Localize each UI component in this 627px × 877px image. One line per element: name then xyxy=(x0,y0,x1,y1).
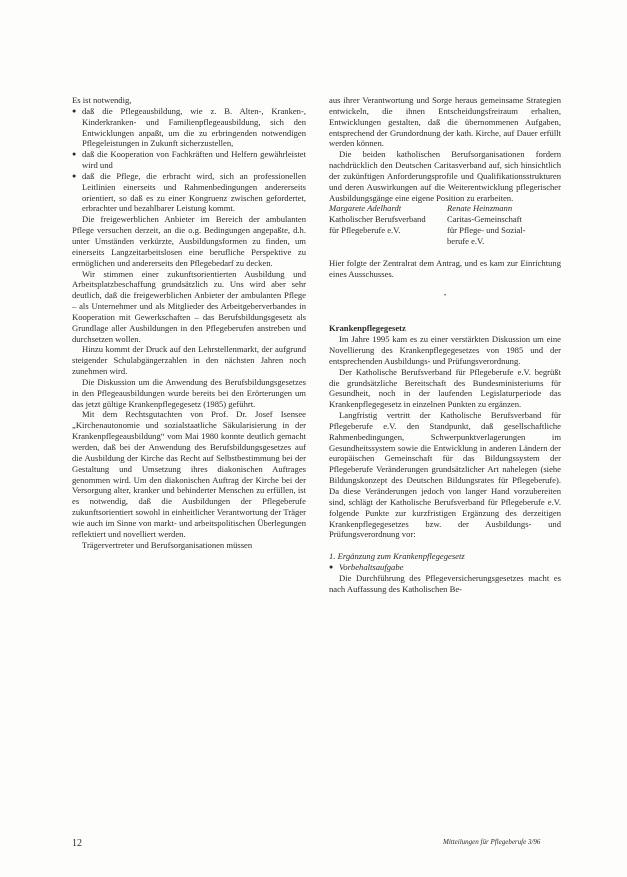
signature-org-line xyxy=(329,225,561,236)
paragraph: Langfristig vertritt der Katholische Berufsverband für Pflegeberufe e.V. den Standpunkt, daß gesellschaftliche Rahmenbedingungen, Schwerpunktverlagerungen im Gesundheitssystem sowie die Entwicklung in anderen Ländern der europäischen Gemeinschaft für das Bildungssystem der Pflegeberufe Veränderungen grundsätzlicher Art nahelegen (siehe Bildungskonzept des Deutschen Bildungsrates für Pflegeberufe). Da diese Veränderungen jedoch von langer Hand vorzubereiten sind, schlägt der Katholische Berufsverband für Pflegeberufe e.V. folgende Punkte zur kurzfristigen Ergänzung des derzeitigen Krankenpflegegesetzes bzw. der Ausbildungs- und Prüfungsverordnung vor: xyxy=(329,410,561,540)
paragraph: Im Jahre 1995 kam es zu einer verstärkten Diskussion um eine Novellierung des Krankenpflegegesetzes von 1985 und der entsprechenden Ausbildungs- und Prüfungsverordnung. xyxy=(329,334,561,366)
paragraph: Hinzu kommt der Druck auf den Lehrstellenmarkt, der aufgrund steigender Schulabgängerzahlen in den nächsten Jahren noch zunehmen wird. xyxy=(72,344,306,377)
signature-org: für Pflege- und Sozial- xyxy=(447,225,526,236)
paragraph: Die Diskussion um die Anwendung des Berufsbildungsgesetzes in den Pflegeausbildungen wurde bereits bei den Erörterungen um das jetzt gültige Krankenpflegegesetz (1985) geführt. xyxy=(72,376,306,409)
paragraph: Die Durchführung des Pflegeversicherungsgesetzes macht es nach Auffassung des Katholischen Be- xyxy=(329,572,561,594)
spacer xyxy=(329,247,561,258)
section-separator: • xyxy=(443,292,447,299)
signature-org: Caritas-Gemeinschaft xyxy=(447,214,522,225)
signature-org: für Pflegeberufe e.V. xyxy=(329,225,401,236)
bullet-item: ● daß die Pflege, die erbracht wird, sich an professionellen Leitlinien einerseits und Rahmenbedingungen andererseits orientiert, so daß es zu einer Kongruenz zwischen gefordertet, erbrachter und bezahlbarer Leistung kommt. xyxy=(72,171,306,214)
signature-org: berufe e.V. xyxy=(447,235,485,246)
paragraph: Der Katholische Berufsverband für Pflegeberufe e.V. begrüßt die grundsätzliche Bereitschaft des Bundesministeriums für Gesundheit, noch in der laufenden Legislaturperiode das Krankenpflegegesetz in einzelnen Punkten zu ergänzen. xyxy=(329,366,561,410)
paragraph: Die freigewerblichen Anbieter im Bereich der ambulanten Pflege versuchen derzeit, an die o.g. Bedingungen angepaßte, d.h. unter Umständen verkürzte, Ausbildungsformen zu finden, um einerseits Langzeitarbeitslosen eine berufliche Perspektive zu ermöglichen und andererseits den Pflegebedarf zu decken. xyxy=(72,214,306,268)
bullet-item xyxy=(329,562,561,573)
sub-heading xyxy=(329,551,561,562)
spacer xyxy=(329,280,561,291)
paragraph: Mit dem Rechtsgutachten von Prof. Dr. Josef Isensee „Kirchenautonomie und sozialstaatliche Säkularisierung in der Krankenpflegeausbildung“ vom Mai 1980 konnte deutlich gemacht werden, daß bei der Anwendung des Berufsbildungsgesetzes auf die Ausbildung der Kirche das Recht auf Selbstbestimmung bei der Gestaltung und Umsetzung ihres diakonischen Auftrages genommen wird. Um den diakonischen Auftrag der Kirche bei der Versorgung alter, kranker und behinderter Menschen zu erfüllen, ist es notwendig, daß die Ausbildungen der Pflegeberufe zukunftsorientiert sowohl in einheitlicher Verantwortung der Träger wie auch im Sinne von markt- und arbeitspolitischen Überlegungen reflektiert und novelliert werden. xyxy=(72,409,306,539)
intro-text: Es ist notwendig, xyxy=(72,95,132,105)
sub-heading-text: 1. Ergänzung zum Krankenpflegegesetz xyxy=(329,551,465,562)
left-column xyxy=(72,95,306,550)
right-column xyxy=(329,95,561,595)
signature-block xyxy=(329,203,561,246)
bullet-text: Vorbehaltsaufgabe xyxy=(339,562,404,573)
paragraph: Wir stimmen einer zukunftsorientierten Ausbildung und Arbeitsplatzbeschaffung grundsätzlich zu. Uns wird aber sehr deutlich, daß die freigewerblichen Anbieter der ambulanten Pflege – als Unternehmer und als Mitglieder des Arbeitgeberverbandes in Kooperation mit Gewerkschaften – das Berufsbildungsgesetz als Grundlage aller Ausbildungen in den Pflegeberufen anstreben und durchsetzen wollen. xyxy=(72,268,306,344)
signature-org: Katholischer Berufsverband xyxy=(329,214,426,225)
paragraph: Trägervertreter und Berufsorganisationen müssen xyxy=(82,539,253,550)
signature-names xyxy=(329,203,561,214)
page-number: 12 xyxy=(72,838,82,849)
spacer xyxy=(329,301,561,323)
signature-name: Margarete Adelhardt xyxy=(329,203,402,214)
spacer xyxy=(329,540,561,551)
paragraph: Hier folgte der Zentralrat dem Antrag, und es kam zur Einrichtung eines Ausschusses. xyxy=(329,257,561,279)
bullet-item: ● daß die Kooperation von Fachkräften und Helfern gewährleistet wird und xyxy=(72,149,306,171)
bullet-item: ● daß die Pflegeausbildung, wie z. B. Alten-, Kranken-, Kinderkranken- und Familienpflegeausbildung, sich den Entwicklungen anpaßt, um die zu erbringenden notwendigen Pflegeleistungen in Zukunft sicherzustellen, xyxy=(72,106,306,149)
signature-org xyxy=(329,236,447,247)
signature-org-line xyxy=(329,214,561,225)
journal-source: Mitteilungen für Pflegeberufe 3/96 xyxy=(443,838,541,846)
signature-org-line xyxy=(329,236,561,247)
paragraph: aus ihrer Verantwortung und Sorge heraus gemeinsame Strategien entwickeln, die ihnen Entscheidungsfreiraum erhalten, Entwicklungen gestalten, daß die übernommenen Aufgaben, entsprechend der Grundordnung der kath. Kirche, auf Dauer erfüllt werden können. xyxy=(329,95,561,149)
signature-name: Renate Heinzmann xyxy=(447,203,513,214)
paragraph: Die beiden katholischen Berufsorganisationen fordern nachdrücklich den Deutschen Caritasverband auf, sich hinsichtlich der zukünftigen Anforderungsprofile und Qualifikationsstrukturen und deren Auswirkungen auf die Weiterentwicklung pflegerischer Ausbildungsgänge eine eigene Position zu erarbeiten. xyxy=(329,149,561,203)
section-heading: Krankenpflegegesetz xyxy=(329,323,406,334)
